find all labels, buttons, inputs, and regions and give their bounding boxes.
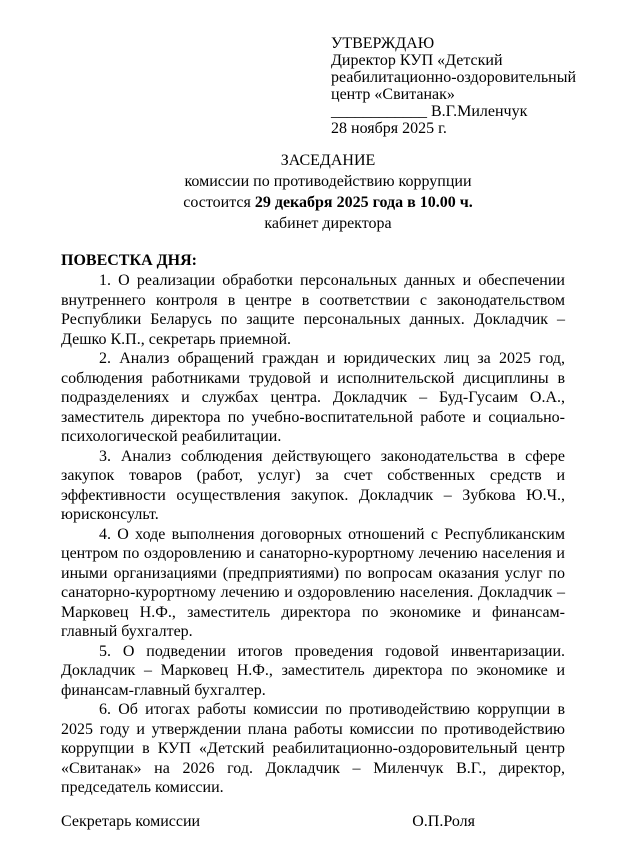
title-datetime: [91, 192, 565, 213]
agenda-heading: ПОВЕСТКА ДНЯ:: [61, 252, 197, 269]
secretary-name: О.П.Роля: [412, 812, 475, 830]
agenda-item-2: 2. Анализ обращений граждан и юридических лиц за 2025 год, соблюдения работниками трудовой и исполнительской дисциплины в подразделениях и службах центра. Докладчик – Буд-Гусаим О.А., заместитель директора по учебно-воспитательной работе и социально-психологической реабилитации.: [61, 350, 565, 445]
agenda-item-4: 4. О ходе выполнения договорных отношений с Республиканским центром по оздоровлению и санаторно-курортному лечению населения и иными организациями (предприятиями) по вопросам оказания услуг по санаторно-курортному лечению и оздоровлению населения. Докладчик – Марковец Н.Ф., заместитель директора по экономике и финансам-главный бухгалтер.: [61, 525, 565, 640]
approval-block: [331, 35, 577, 137]
signature-name: В.Г.Миленчук: [427, 103, 528, 120]
secretary-label: Секретарь комиссии: [61, 812, 201, 830]
title-commission: комиссии по противодействию коррупции: [184, 173, 472, 190]
agenda-item-1: 1. О реализации обработки персональных данных и обеспечении внутреннего контроля в центре в соответствии с законодательством Республики Беларусь по защите персональных данных. Докладчик – Дешко К.П., секретарь приемной.: [61, 272, 565, 348]
title-meeting: ЗАСЕДАНИЕ: [280, 152, 376, 169]
agenda-item-6: 6. Об итогах работы комиссии по противодействию коррупции в 2025 году и утверждении плана работы комиссии по противодействию коррупции в КУП «Детский реабилитационно-оздоровительный центр «Свитанак» на 2026 год. Докладчик – Миленчук В.Г., директор, председатель комиссии.: [61, 701, 565, 796]
approval-title: УТВЕРЖДАЮ: [331, 35, 435, 52]
signature-row: [61, 812, 565, 832]
approval-position-line-3: центр «Свитанак»: [331, 86, 455, 103]
approval-date: 28 ноября 2025 г.: [331, 120, 447, 137]
approval-position-line-1: Директор КУП «Детский: [331, 52, 503, 69]
title-datetime-bold: 29 декабря 2025 года в 10.00 ч.: [254, 194, 473, 211]
title-block: [91, 150, 565, 234]
signature-blank: ____________: [331, 103, 427, 120]
approval-signature-line: [331, 103, 565, 120]
agenda-item-5: 5. О подведении итогов проведения годовой инвентаризации. Докладчик – Марковец Н.Ф., заместитель директора по экономике и финансам-главный бухгалтер.: [61, 642, 565, 699]
agenda-section: [61, 251, 565, 798]
title-location: кабинет директора: [264, 215, 392, 232]
title-datetime-prefix: состоится: [183, 194, 255, 211]
approval-position-line-2: реабилитационно-оздоровительный: [331, 69, 577, 86]
agenda-item-3: 3. Анализ соблюдения действующего законодательства в сфере закупок товаров (работ, услуг) за счет собственных средств и эффективности осуществления закупок. Докладчик – Зубкова Ю.Ч., юрисконсульт.: [61, 447, 565, 523]
